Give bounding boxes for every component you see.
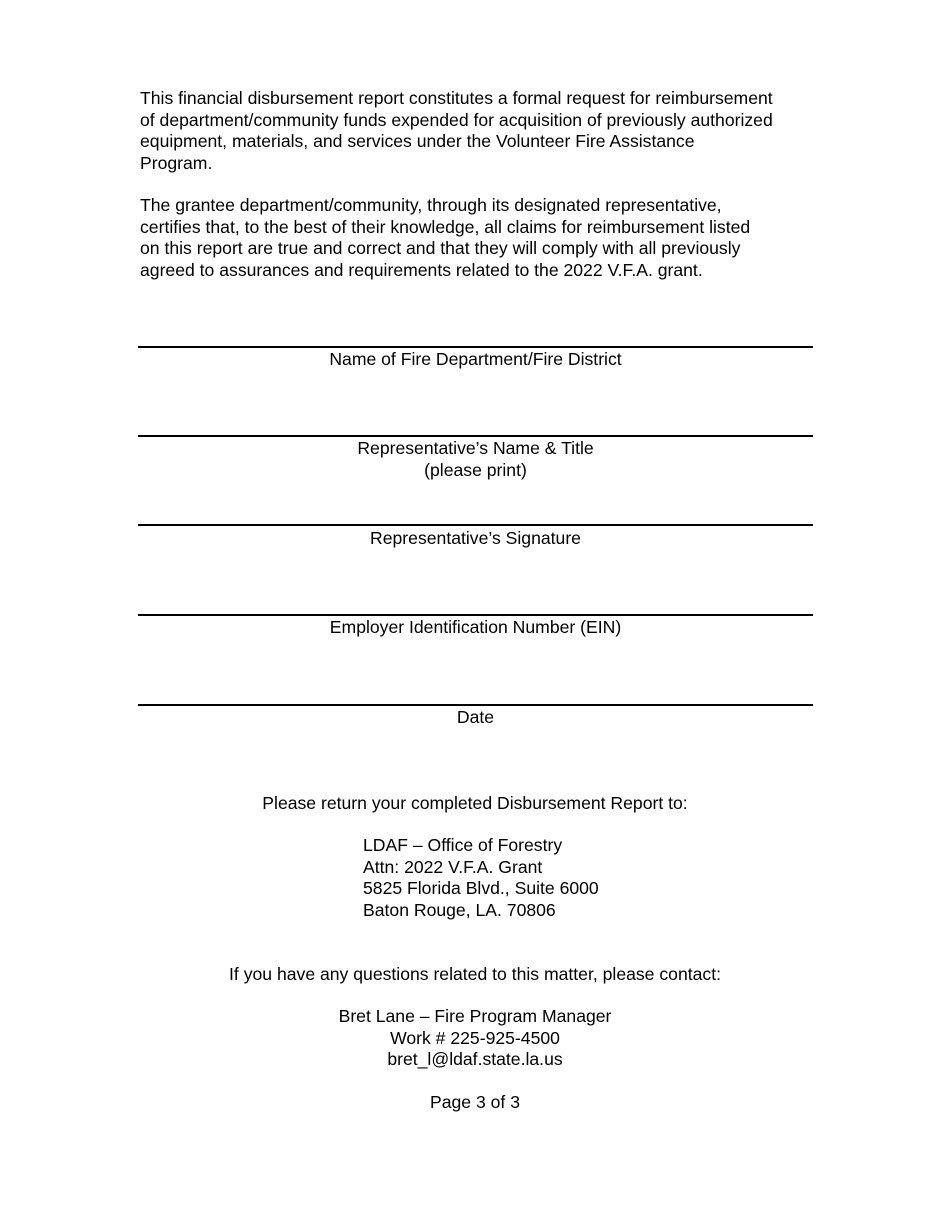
rep-name-label: [138, 438, 813, 481]
address-line: Attn: 2022 V.F.A. Grant: [363, 856, 543, 877]
return-address: [363, 835, 599, 921]
intro-paragraph-1: [140, 88, 816, 174]
rep-name-label-main: Representative’s Name & Title: [357, 438, 594, 458]
date-label: Date: [456, 707, 495, 727]
address-line: LDAF – Office of Forestry: [363, 835, 563, 855]
rep-signature-line[interactable]: [138, 524, 813, 526]
contact-heading: If you have any questions related to this matter, please contact:: [229, 964, 721, 984]
address-line: Baton Rouge, LA. 70806: [363, 899, 556, 920]
date-signature-line[interactable]: [138, 704, 813, 706]
rep-signature-label: Representative’s Signature: [370, 528, 581, 548]
address-line: 5825 Florida Blvd., Suite 6000: [363, 878, 599, 899]
ein-label: Employer Identification Number (EIN): [329, 617, 622, 637]
page-number: Page 3 of 3: [430, 1092, 520, 1112]
department-signature-line[interactable]: [138, 346, 813, 348]
text-line: Program.: [140, 152, 213, 173]
rep-name-signature-line[interactable]: [138, 435, 813, 437]
department-name-label: Name of Fire Department/Fire District: [329, 349, 622, 369]
contact-email[interactable]: bret_l@ldaf.state.la.us: [387, 1049, 563, 1070]
text-line: of department/community funds expended for acquisition of previously authorized: [140, 109, 773, 130]
rep-name-label-hint: (please print): [424, 459, 527, 480]
text-line: on this report are true and correct and that they will comply with all previously: [140, 238, 741, 259]
contact-phone: Work # 225-925-4500: [390, 1027, 560, 1048]
intro-paragraph-2: [140, 195, 816, 281]
text-line: The grantee department/community, through its designated representative,: [140, 195, 722, 215]
text-line: This financial disbursement report constitutes a formal request for reimbursement: [140, 88, 773, 108]
contact-block: [0, 1006, 950, 1071]
return-heading: Please return your completed Disbursement Report to:: [262, 793, 688, 813]
ein-signature-line[interactable]: [138, 614, 813, 616]
contact-name: Bret Lane – Fire Program Manager: [338, 1006, 612, 1026]
text-line: agreed to assurances and requirements related to the 2022 V.F.A. grant.: [140, 259, 703, 280]
text-line: equipment, materials, and services under the Volunteer Fire Assistance: [140, 131, 695, 152]
text-line: certifies that, to the best of their knowledge, all claims for reimbursement listed: [140, 216, 751, 237]
